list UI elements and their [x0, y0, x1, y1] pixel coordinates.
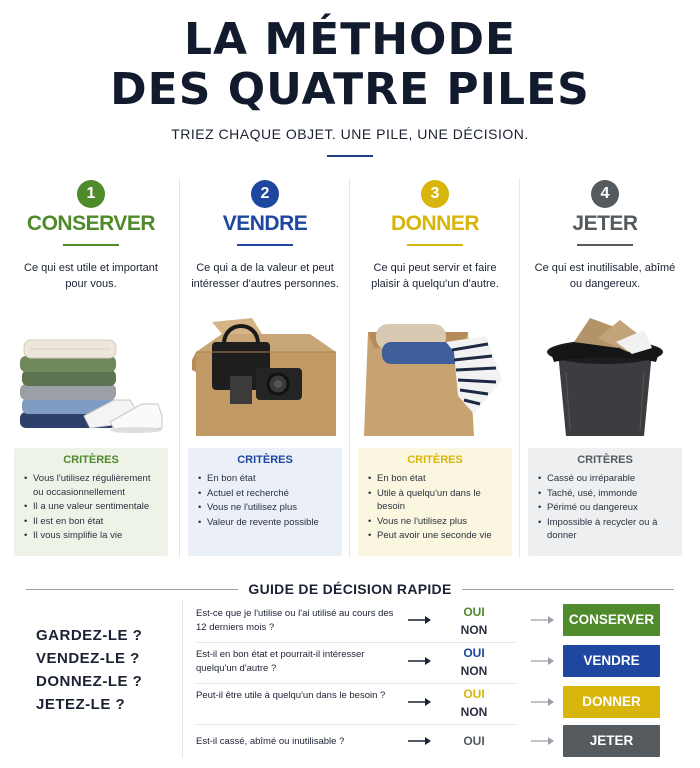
decision-no: NON — [460, 664, 488, 678]
criteria-item: • Vous l'utilisez régulièrement ou occasionnellement — [22, 472, 160, 499]
guide-question-sell: VENDEZ-LE ? — [36, 650, 140, 667]
criteria-item: • Valeur de revente possible — [196, 516, 334, 530]
pile-title-underline — [237, 244, 293, 246]
criteria-item: • Périmé ou dangereux — [536, 501, 674, 515]
decision-yes: OUI — [463, 605, 485, 619]
pile-description: Ce qui est utile et important pour vous. — [24, 262, 158, 290]
decision-yes: OUI — [463, 734, 485, 748]
pile-column-vendre — [180, 172, 350, 562]
arrow-right-icon — [408, 736, 432, 746]
criteria-title: CRITÈRES — [63, 454, 119, 466]
row-divider — [196, 724, 516, 725]
decision-row-jeter — [196, 726, 686, 766]
criteria-title: CRITÈRES — [237, 454, 293, 466]
criteria-item: • Cassé ou irréparable — [536, 472, 674, 486]
guide-vertical-divider — [182, 600, 183, 758]
criteria-title: CRITÈRES — [577, 454, 633, 466]
guide-title: GUIDE DE DÉCISION RAPIDE — [0, 581, 700, 597]
decision-question: Est-il cassé, abîmé ou inutilisable ? — [196, 736, 345, 747]
pile-column-conserver — [6, 172, 176, 562]
criteria-item: • Vous ne l'utilisez plus — [366, 515, 504, 529]
criteria-box — [528, 448, 682, 556]
criteria-list — [22, 472, 160, 543]
criteria-title: CRITÈRES — [407, 454, 463, 466]
pile-description: Ce qui est inutilisable, abîmé ou dangereux. — [534, 262, 676, 290]
pile-column-donner — [350, 172, 520, 562]
pile-title-underline — [63, 244, 119, 246]
criteria-list — [196, 472, 334, 529]
criteria-item: • Actuel et recherché — [196, 487, 334, 501]
row-divider — [196, 642, 516, 643]
row-divider — [196, 683, 516, 684]
pile-title: VENDRE — [222, 212, 308, 235]
criteria-item: • Peut avoir une seconde vie — [366, 529, 504, 543]
criteria-item: • En bon état — [196, 472, 334, 486]
arrow-right-icon — [408, 697, 432, 707]
decision-yes: OUI — [463, 646, 485, 660]
criteria-item: • Taché, usé, immonde — [536, 487, 674, 501]
criteria-item: • Vous ne l'utilisez plus — [196, 501, 334, 515]
page-title-line-2: DES QUATRE PILES — [110, 64, 590, 115]
box-with-handbag-illustration — [192, 312, 338, 440]
pile-description: Ce qui peut servir et faire plaisir à quelqu'un d'autre. — [371, 262, 499, 290]
arrow-right-icon — [531, 656, 555, 666]
pile-number-badge: 1 — [77, 180, 105, 208]
title-underline — [327, 155, 373, 157]
criteria-item: • Utile à quelqu'un dans le besoin — [366, 487, 504, 514]
criteria-item: • Il est en bon état — [22, 515, 160, 529]
result-badge-jeter: JETER — [563, 725, 660, 757]
pile-title-underline — [577, 244, 633, 246]
arrow-right-icon — [531, 736, 555, 746]
decision-yes: OUI — [463, 687, 485, 701]
page-subtitle: TRIEZ CHAQUE OBJET. UNE PILE, UNE DÉCISION. — [171, 126, 529, 142]
decision-row-conserver — [196, 605, 686, 645]
decision-row-donner — [196, 687, 686, 727]
folded-clothes-illustration — [18, 312, 164, 440]
criteria-box — [188, 448, 342, 556]
criteria-list — [536, 472, 674, 543]
result-badge-vendre: VENDRE — [563, 645, 660, 677]
pile-title: JETER — [572, 212, 638, 235]
trash-bin-illustration — [532, 312, 678, 440]
decision-no: NON — [460, 705, 488, 719]
page-title-line-1: LA MÉTHODE — [183, 14, 517, 65]
decision-question: Peut-il être utile à quelqu'un dans le besoin ? — [196, 690, 386, 701]
pile-number-badge: 4 — [591, 180, 619, 208]
bag-of-clothes-illustration — [362, 312, 508, 440]
decision-question: Est-il en bon état et pourrait-il intéresser quelqu'un d'autre ? — [196, 649, 365, 674]
criteria-box — [14, 448, 168, 556]
pile-description: Ce qui a de la valeur et peut intéresser d'autres personnes. — [191, 262, 339, 290]
criteria-item: • En bon état — [366, 472, 504, 486]
criteria-box — [358, 448, 512, 556]
pile-number-badge: 2 — [251, 180, 279, 208]
decision-row-vendre — [196, 646, 686, 686]
pile-column-jeter — [520, 172, 690, 562]
arrow-right-icon — [408, 615, 432, 625]
pile-title: CONSERVER — [26, 212, 156, 235]
result-badge-donner: DONNER — [563, 686, 660, 718]
result-badge-conserver: CONSERVER — [563, 604, 660, 636]
criteria-item: • Il a une valeur sentimentale — [22, 500, 160, 514]
criteria-item: • Impossible à recycler ou à donner — [536, 516, 674, 543]
decision-question: Est-ce que je l'utilise ou l'ai utilisé au cours des 12 derniers mois ? — [196, 608, 394, 633]
guide-question-keep: GARDEZ-LE ? — [36, 627, 143, 644]
criteria-item: • Il vous simplifie la vie — [22, 529, 160, 543]
guide-question-give: DONNEZ-LE ? — [36, 673, 143, 690]
decision-no: NON — [460, 623, 488, 637]
pile-title-underline — [407, 244, 463, 246]
arrow-right-icon — [408, 656, 432, 666]
guide-question-throw: JETEZ-LE ? — [36, 696, 126, 713]
arrow-right-icon — [531, 697, 555, 707]
pile-number-badge: 3 — [421, 180, 449, 208]
arrow-right-icon — [531, 615, 555, 625]
criteria-list — [366, 472, 504, 543]
pile-title: DONNER — [390, 212, 479, 235]
